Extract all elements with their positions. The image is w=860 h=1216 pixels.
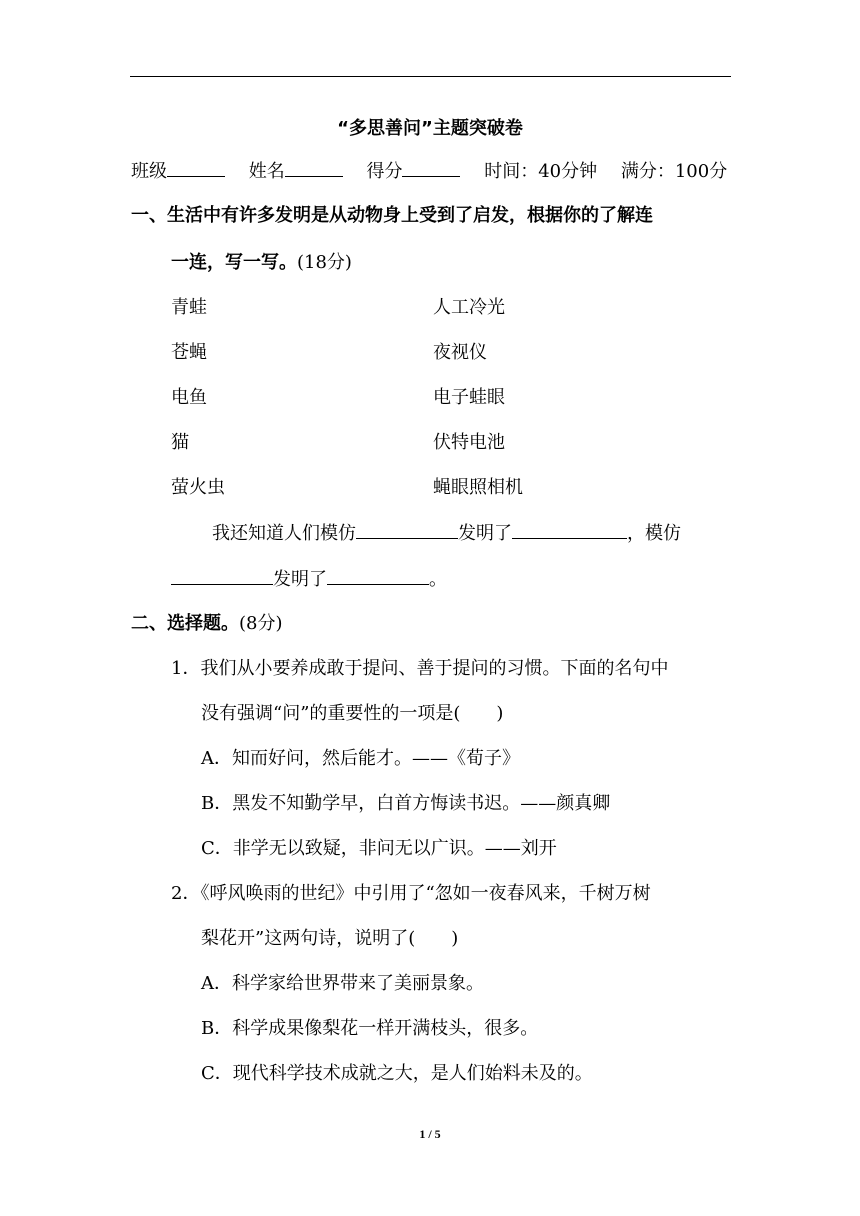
score-blank[interactable] bbox=[402, 158, 460, 177]
right-item[interactable]: 电子蛙眼 bbox=[433, 387, 505, 408]
question-2-option-b[interactable]: B．科学成果像梨花一样开满枝头，很多。 bbox=[201, 1018, 539, 1039]
fill-text: 。 bbox=[429, 569, 447, 590]
fill-text: 我还知道人们模仿 bbox=[212, 523, 356, 544]
section2-points: (8分) bbox=[239, 613, 283, 634]
section1-points: (18分) bbox=[297, 252, 352, 273]
left-item[interactable]: 萤火虫 bbox=[171, 477, 225, 498]
fill-text: 发明了 bbox=[273, 569, 327, 590]
time-info: 时间：40分钟 bbox=[484, 161, 598, 182]
page-number: 1 / 5 bbox=[419, 1127, 441, 1141]
left-item[interactable]: 青蛙 bbox=[171, 297, 207, 318]
right-item[interactable]: 夜视仪 bbox=[433, 342, 487, 363]
fill-sentence-line1 bbox=[212, 520, 681, 547]
left-item[interactable]: 苍蝇 bbox=[171, 342, 207, 363]
fill-sentence-line2 bbox=[171, 566, 447, 593]
name-label: 姓名 bbox=[248, 161, 285, 182]
fill-blank[interactable] bbox=[356, 520, 458, 539]
section1-heading-line2 bbox=[171, 250, 352, 276]
page-title: “多思善问”主题突破卷 bbox=[337, 118, 523, 139]
name-blank[interactable] bbox=[285, 158, 343, 177]
fill-blank[interactable] bbox=[327, 566, 429, 585]
fill-text: 发明了 bbox=[458, 523, 512, 544]
class-blank[interactable] bbox=[167, 158, 225, 177]
left-item[interactable]: 电鱼 bbox=[171, 387, 207, 408]
question-1-option-a[interactable]: A．知而好问，然后能才。——《荀子》 bbox=[201, 748, 520, 769]
question-1-line1: 1．我们从小要养成敢于提问、善于提问的习惯。下面的名句中 bbox=[171, 658, 669, 679]
question-2-option-a[interactable]: A．科学家给世界带来了美丽景象。 bbox=[201, 973, 484, 994]
right-item[interactable]: 蝇眼照相机 bbox=[433, 477, 523, 498]
question-2-option-c[interactable]: C．现代科学技术成就之大，是人们始料未及的。 bbox=[201, 1063, 593, 1084]
left-item[interactable]: 猫 bbox=[171, 432, 189, 453]
section2-heading-text: 二、选择题。 bbox=[131, 613, 239, 634]
info-row bbox=[131, 158, 727, 185]
class-field[interactable] bbox=[131, 161, 225, 182]
fill-blank[interactable] bbox=[512, 520, 627, 539]
right-item[interactable]: 人工冷光 bbox=[433, 297, 505, 318]
score-field[interactable] bbox=[366, 161, 460, 182]
full-score-info: 满分：100分 bbox=[620, 161, 728, 182]
right-item[interactable]: 伏特电池 bbox=[433, 432, 505, 453]
question-2-line2: 梨花开”这两句诗，说明了( ) bbox=[201, 928, 459, 949]
section1-heading-bold: 一连，写一写。 bbox=[171, 252, 297, 273]
fill-blank[interactable] bbox=[171, 566, 273, 585]
section1-heading-line1: 一、生活中有许多发明是从动物身上受到了启发，根据你的了解连 bbox=[131, 205, 653, 226]
header-rule bbox=[130, 76, 731, 77]
question-1-option-b[interactable]: B．黑发不知勤学早，白首方悔读书迟。——颜真卿 bbox=[201, 793, 611, 814]
fill-text: ，模仿 bbox=[627, 523, 681, 544]
name-field[interactable] bbox=[249, 161, 343, 182]
class-label: 班级 bbox=[131, 161, 167, 182]
question-1-option-c[interactable]: C．非学无以致疑，非问无以广识。——刘开 bbox=[201, 838, 557, 859]
question-1-line2: 没有强调“问”的重要性的一项是( ) bbox=[201, 703, 504, 724]
question-2-line1: 2．《呼风唤雨的世纪》中引用了“忽如一夜春风来，千树万树 bbox=[171, 883, 651, 904]
score-label: 得分 bbox=[366, 161, 403, 182]
section2-heading bbox=[131, 611, 283, 637]
